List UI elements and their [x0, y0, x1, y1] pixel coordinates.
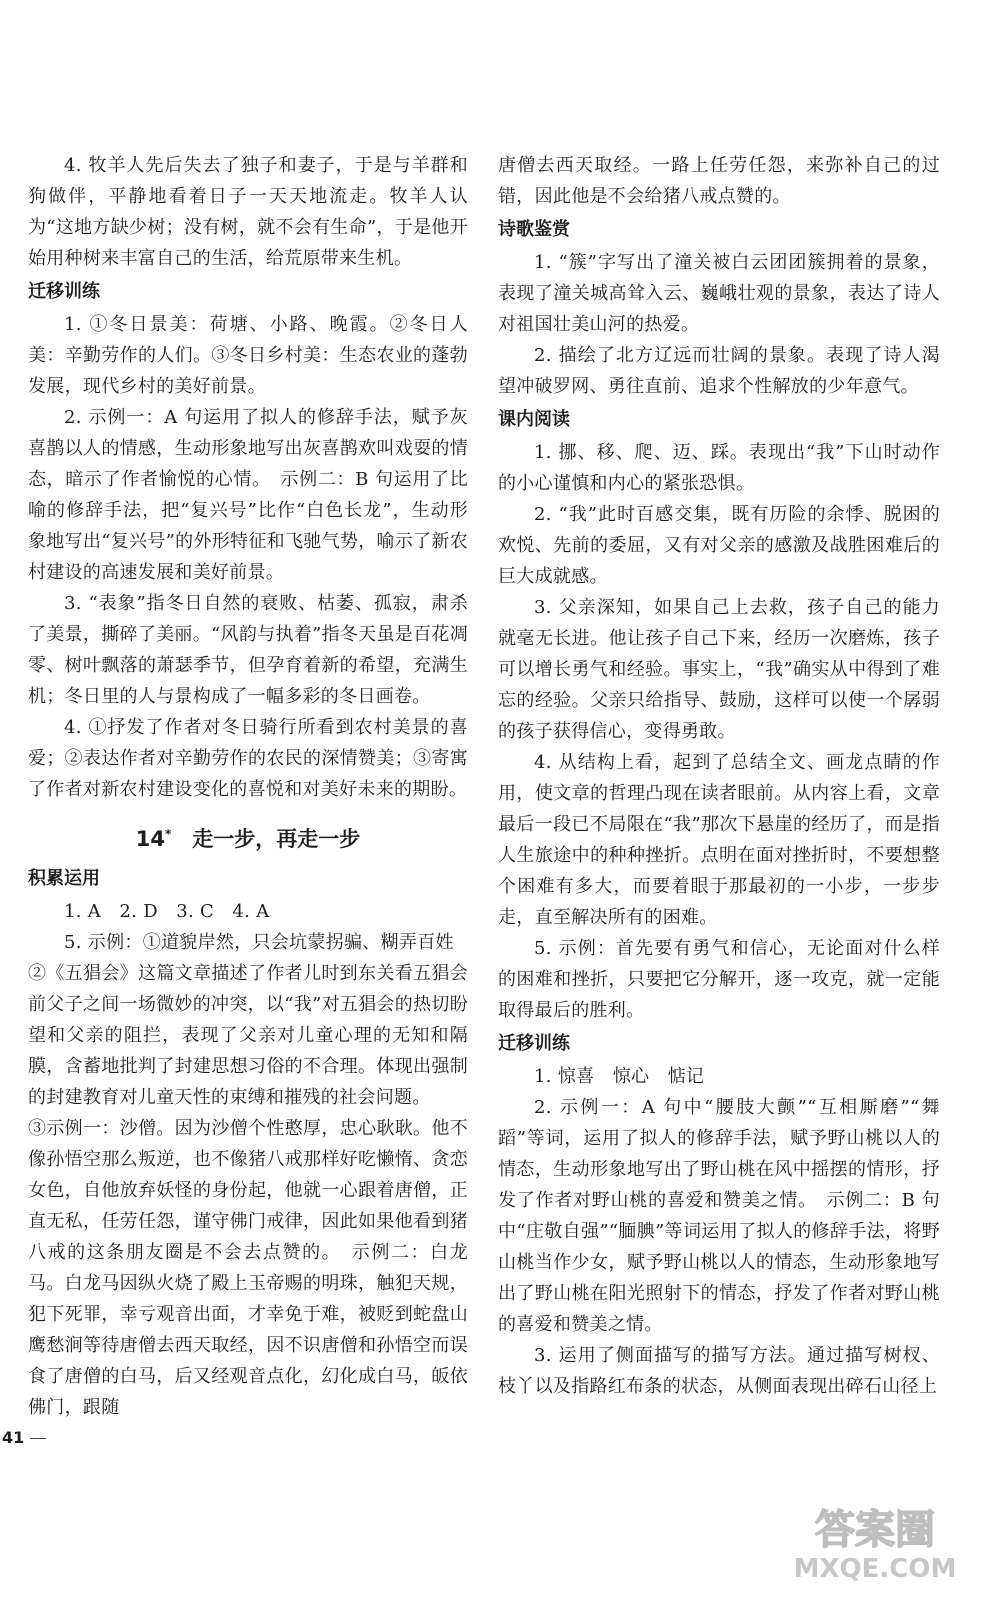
page-number-dash [30, 1438, 46, 1439]
section-heading: 积累运用 [28, 868, 100, 889]
section-heading: 诗歌鉴赏 [498, 219, 570, 240]
section-heading: 迁移训练 [498, 1033, 570, 1054]
watermark-text-cn: 答案圈 [815, 1507, 935, 1553]
answer-paragraph: 1. 惊喜 惊心 惦记 [534, 1066, 705, 1087]
section-heading: 课内阅读 [498, 409, 570, 430]
page-number: 41 [2, 1428, 46, 1447]
answer-paragraph: 3. “表象”指冬日自然的衰败、枯萎、孤寂，肃杀了美景，撕碎了美丽。“风韵与执着”指冬天虽是百花凋零、树叶飘落的萧瑟季节，但孕育着新的希望，充满生机；冬日里的人与景构成了一幅多彩的冬日画卷。 [28, 593, 468, 707]
answer-paragraph: 3. 父亲深知，如果自己上去救，孩子自己的能力就毫无长进。他让孩子自己下来，经历一次磨炼，孩子可以增长勇气和经验。事实上，“我”确实从中得到了难忘的经验。父亲只给指导、鼓励，这样可以使一个孱弱的孩子获得信心，变得勇敢。 [498, 597, 940, 742]
answer-paragraph: 4. ①抒发了作者对冬日骑行所看到农村美景的喜爱；②表达作者对辛勤劳作的农民的深情赞美；③寄寓了作者对新农村建设变化的喜悦和对美好未来的期盼。 [28, 717, 468, 800]
right-column [498, 150, 940, 1402]
answer-paragraph: 2. 示例一：A 句运用了拟人的修辞手法，赋予灰喜鹊以人的情感，生动形象地写出灰喜鹊欢叫戏耍的情态，暗示了作者愉悦的心情。 示例二：B 句运用了比喻的修辞手法，把“复兴号”比作“白色长龙”，生动形象地写出“复兴号”的外形特征和飞驰气势，喻示了新农村建设的高速发展和美好前景。 [28, 407, 468, 583]
answer-paragraph: 3. 运用了侧面描写的描写方法。通过描写树杈、枝丫以及指路红布条的状态，从侧面表现出碎石山径上 [498, 1345, 940, 1397]
answer-paragraph: 1. ①冬日景美：荷塘、小路、晚霞。②冬日人美：辛勤劳作的人们。③冬日乡村美：生态农业的蓬勃发展，现代乡村的美好前景。 [28, 314, 468, 397]
watermark-logo [770, 1495, 980, 1585]
answer-paragraph: 1. A 2. D 3. C 4. A [64, 901, 270, 922]
answer-continuation: 唐僧去西天取经。一路上任劳任怨，来弥补自己的过错，因此他是不会给猪八戒点赞的。 [498, 155, 940, 207]
lesson-mark: * [164, 827, 172, 841]
answer-continuation: ③示例一：沙僧。因为沙僧个性憨厚，忠心耿耿。他不像孙悟空那么叛逆，也不像猪八戒那样好吃懒惰、贪恋女色，自他放弃妖怪的身份起，他就一心跟着唐僧，正直无私，任劳任怨，谨守佛门戒律，因此如果他看到猪八戒的这条朋友圈是不会去点赞的。 示例二：白龙马。白龙马因纵火烧了殿上玉帝赐的明珠，触犯天规，犯下死罪，幸亏观音出面，才幸免于难，被贬到蛇盘山鹰愁涧等待唐僧去西天取经，因不识唐僧和孙悟空而误食了唐僧的白马，后又经观音点化，幻化成白马，皈依佛门，跟随 [28, 1118, 468, 1418]
answer-paragraph: 2. “我”此时百感交集，既有历险的余悸、脱困的欢悦、先前的委屈，又有对父亲的感激及战胜困难后的巨大成就感。 [498, 504, 940, 587]
lesson-number: 14 [135, 827, 165, 851]
answer-paragraph: 2. 示例一：A 句中“腰肢大颤”“互相厮磨”“舞蹈”等词，运用了拟人的修辞手法，赋予野山桃以人的情态，生动形象地写出了野山桃在风中摇摆的情形，抒发了作者对野山桃的喜爱和赞美之情。 示例二：B 句中“庄敬自强”“腼腆”等词运用了拟人的修辞手法，将野山桃当作少女，赋予野山桃以人的情态，生动形象地写出了野山桃在阳光照射下的情态，抒发了作者对野山桃的喜爱和赞美之情。 [498, 1097, 940, 1335]
answer-paragraph: 4. 从结构上看，起到了总结全文、画龙点睛的作用，使文章的哲理凸现在读者眼前。从内容上看，文章最后一段已不局限在“我”那次下悬崖的经历了，而是指人生旅途中的种种挫折。点明在面对挫折时，不要想整个困难有多大，而要着眼于那最初的一小步，一步步走，直至解决所有的困难。 [498, 752, 940, 928]
answer-paragraph: 1. “簇”字写出了潼关被白云团团簇拥着的景象，表现了潼关城高耸入云、巍峨壮观的景象，表达了诗人对祖国壮美山河的热爱。 [498, 252, 940, 335]
section-heading: 迁移训练 [28, 281, 100, 302]
answer-paragraph: 2. 描绘了北方辽远而壮阔的景象。表现了诗人渴望冲破罗网、勇往直前、追求个性解放的少年意气。 [498, 345, 940, 397]
left-column [28, 150, 468, 1423]
watermark-graphic [770, 1495, 980, 1585]
answer-paragraph: 4. 牧羊人先后失去了独子和妻子，于是与羊群和狗做伴，平静地看着日子一天天地流走。牧羊人认为“这地方缺少树；没有树，就不会有生命”，于是他开始用种树来丰富自己的生活，给荒原带来生机。 [28, 155, 468, 269]
answer-paragraph: 5. 示例：①道貌岸然，只会坑蒙拐骗、糊弄百姓 [64, 932, 454, 953]
answer-paragraph: 1. 挪、移、爬、迈、踩。表现出“我”下山时动作的小心谨慎和内心的紧张恐惧。 [498, 442, 940, 494]
lesson-title-text: 走一步，再走一步 [192, 827, 361, 851]
lesson-title [28, 819, 468, 854]
answer-paragraph: 5. 示例：首先要有勇气和信心，无论面对什么样的困难和挫折，只要把它分解开，逐一攻克，就一定能取得最后的胜利。 [498, 938, 940, 1021]
watermark-text-en: MXQE.COM [793, 1554, 957, 1584]
answer-continuation: ②《五猖会》这篇文章描述了作者儿时到东关看五猖会前父子之间一场微妙的冲突，以“我”对五猖会的热切盼望和父亲的阻拦，表现了父亲对儿童心理的无知和隔膜，含蓄地批判了封建思想习俗的不合理。体现出强制的封建教育对儿童天性的束缚和摧残的社会问题。 [28, 963, 468, 1108]
